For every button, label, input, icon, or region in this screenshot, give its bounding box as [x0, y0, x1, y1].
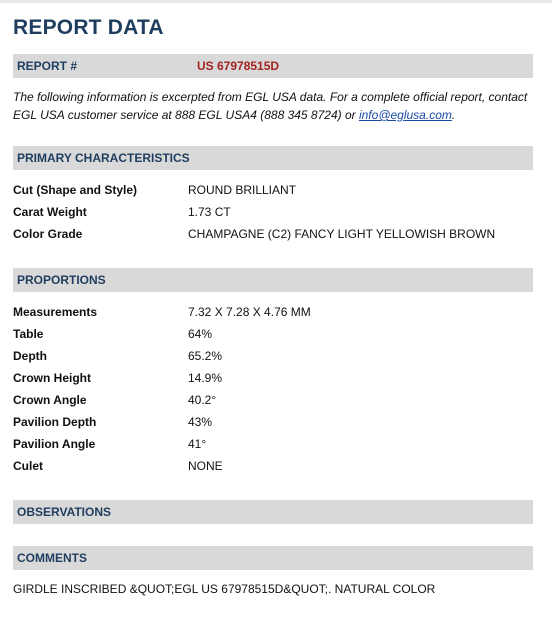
- row-value: 40.2°: [188, 393, 217, 407]
- row-label: Cut (Shape and Style): [13, 183, 138, 197]
- proportions-row: [13, 411, 533, 433]
- row-label: Crown Angle: [13, 393, 87, 407]
- row-value: 14.9%: [188, 371, 223, 385]
- primary-row: [13, 179, 533, 201]
- row-value: 43%: [188, 415, 213, 429]
- row-value: 64%: [188, 327, 213, 341]
- page-title: REPORT DATA: [13, 16, 164, 39]
- comments-text: GIRDLE INSCRIBED &QUOT;EGL US 67978515D&QUOT;. NATURAL COLOR: [13, 582, 436, 596]
- report-number-value: US 67978515D: [197, 59, 280, 73]
- row-label: Crown Height: [13, 371, 91, 385]
- proportions-row: [13, 367, 533, 389]
- row-label: Depth: [13, 349, 47, 363]
- row-value: 1.73 CT: [188, 205, 231, 219]
- intro-text-end: .: [451, 108, 456, 122]
- row-value: CHAMPAGNE (C2) FANCY LIGHT YELLOWISH BROWN: [188, 227, 496, 241]
- row-value: 41°: [188, 437, 207, 451]
- row-label: Culet: [13, 459, 43, 473]
- section-header-primary: PRIMARY CHARACTERISTICS: [13, 146, 533, 170]
- proportions-row: [13, 433, 533, 455]
- row-label: Color Grade: [13, 227, 83, 241]
- report-number-label: REPORT #: [17, 59, 78, 73]
- proportions-row: [13, 301, 533, 323]
- report-number-bar: [13, 54, 533, 78]
- primary-row: [13, 223, 533, 245]
- row-label: Measurements: [13, 305, 98, 319]
- proportions-row: [13, 455, 533, 477]
- proportions-row: [13, 323, 533, 345]
- primary-row: [13, 201, 533, 223]
- section-header-observations: OBSERVATIONS: [13, 500, 533, 524]
- intro-paragraph: [13, 88, 533, 124]
- row-label: Pavilion Angle: [13, 437, 96, 451]
- top-divider: [0, 0, 552, 3]
- row-value: ROUND BRILLIANT: [188, 183, 297, 197]
- row-label: Pavilion Depth: [13, 415, 97, 429]
- row-value: 65.2%: [188, 349, 223, 363]
- intro-text: The following information is excerpted from EGL USA data. For a complete official report, contact EGL USA customer service at 888 EGL USA4 (888 345 8724) or: [13, 90, 528, 122]
- section-header-comments: COMMENTS: [13, 546, 533, 570]
- proportions-row: [13, 389, 533, 411]
- section-header-proportions: PROPORTIONS: [13, 268, 533, 292]
- row-label: Table: [13, 327, 44, 341]
- row-value: 7.32 X 7.28 X 4.76 MM: [188, 305, 311, 319]
- row-label: Carat Weight: [13, 205, 87, 219]
- row-value: NONE: [188, 459, 223, 473]
- proportions-row: [13, 345, 533, 367]
- email-link[interactable]: info@eglusa.com: [358, 108, 452, 122]
